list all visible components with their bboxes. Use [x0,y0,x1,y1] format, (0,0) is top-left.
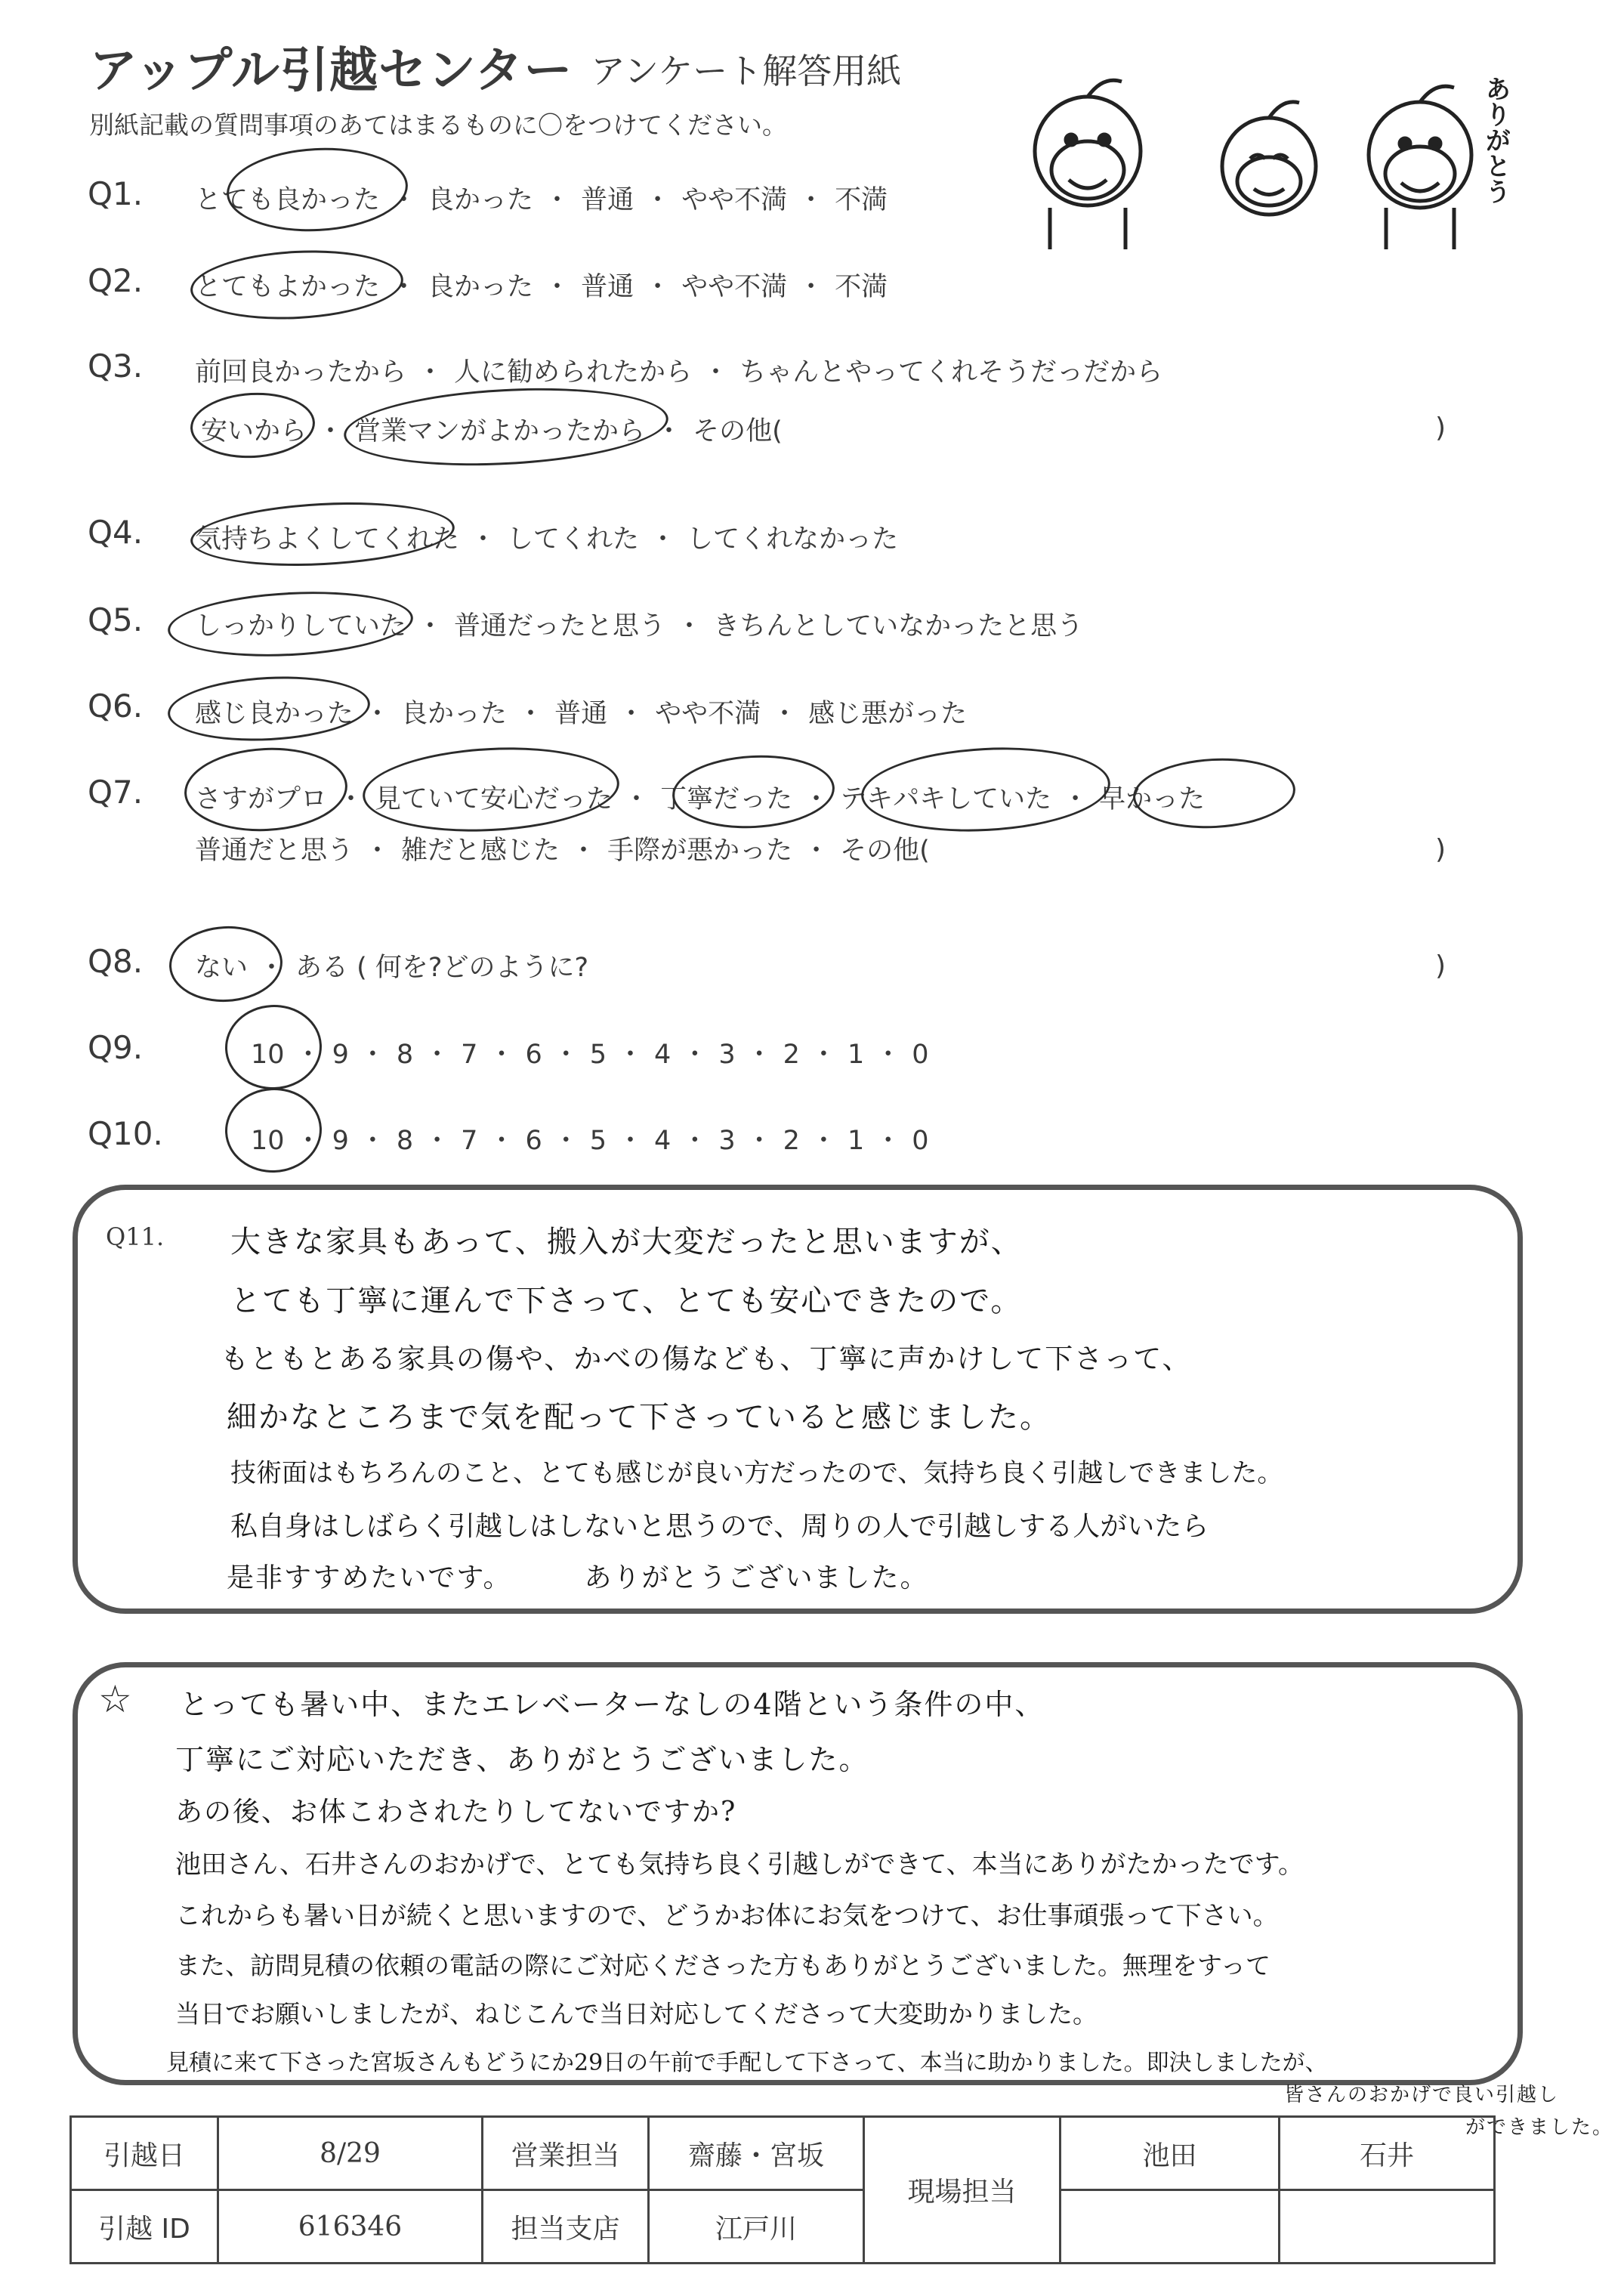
q9-score-1[interactable]: 1 [847,1040,865,1070]
q3-option-5[interactable]: 営業マンがよかったから [354,416,646,447]
move-id-label: 引越 ID [71,2190,218,2264]
q7-label: Q7. [88,774,144,811]
q3-option-6[interactable]: その他( [693,416,783,447]
q4-option-1[interactable]: 気持ちよくしてくれた [195,524,460,555]
q3-option-1[interactable]: 前回良かったから [195,357,407,388]
q4-label: Q4. [88,514,144,551]
q10-score-3[interactable]: 3 [718,1126,736,1156]
q1-option-4[interactable]: やや不満 [681,185,788,215]
q7-answer-circle-3 [671,751,837,832]
q10-score-1[interactable]: 1 [847,1126,865,1156]
q9-score-6[interactable]: 6 [525,1040,542,1070]
q10-label: Q10. [88,1115,163,1152]
q8-answer-circle [167,923,284,1005]
branch-label: 担当支店 [483,2190,649,2264]
reply-line-3: あの後、お体こわされたりしてないですか? [175,1797,737,1828]
q8-option-1[interactable]: ない [195,953,249,983]
q1-label: Q1. [88,175,144,212]
mascot-illustration [997,45,1541,249]
q7-options-line1: さすがプロ ・ 見ていて安心だった ・ 丁寧だった ・ テキパキしていた ・ 早かった [195,778,1205,816]
q10-score-4[interactable]: 4 [654,1126,672,1156]
q4-answer-circle [189,496,456,572]
q11-label: Q11. [106,1222,165,1251]
q6-label: Q6. [88,688,144,725]
site-staff-1: 池田 [1061,2117,1280,2190]
q5-label: Q5. [88,601,144,638]
reply-line-2: 丁寧にご対応いただき、ありがとうございました。 [175,1743,869,1776]
q7-option-2[interactable]: 見ていて安心だった [375,784,613,814]
q2-option-2[interactable]: 良かった [428,272,534,302]
q2-option-1[interactable]: とてもよかった [195,272,381,302]
sales-staff-label: 営業担当 [483,2117,649,2190]
q1-options: とても良かった ・ 良かった ・ 普通 ・ やや不満 ・ 不満 [195,179,888,217]
q6-option-1[interactable]: 感じ良かった [195,699,354,729]
q3-options-line2: 安いから ・ 営業マンがよかったから ・ その他( [201,410,783,448]
reply-line-5: これからも暑い日が続くと思いますので、どうかお体にお気をつけて、お仕事頑張って下さい。 [175,1901,1279,1931]
site-staff-label: 現場担当 [864,2117,1061,2264]
reply-line-4: 池田さん、石井さんのおかげで、とても気持ち良く引越しができて、本当にありがたかったです。 [175,1850,1304,1880]
q9-score-10[interactable]: 10 [251,1040,285,1070]
q6-options: 感じ良かった ・ 良かった ・ 普通 ・ やや不満 ・ 感じ悪がった [195,693,967,731]
q9-score-0[interactable]: 0 [912,1040,929,1070]
footer-info-table [69,2115,1496,2264]
q2-label: Q2. [88,262,144,299]
q7-close-paren: ) [1435,834,1446,865]
q5-option-3[interactable]: きちんとしていなかったと思う [713,611,1084,641]
q9-answer-circle [223,1003,324,1092]
q9-scale: 10 ・ 9 ・ 8 ・ 7 ・ 6 ・ 5 ・ 4 ・ 3 ・ 2 ・ 1 ・ 0 [251,1040,929,1070]
q1-option-5[interactable]: 不満 [835,185,888,215]
q2-answer-circle [189,246,405,325]
q7-answer-circle-5 [1132,754,1298,832]
q9-score-8[interactable]: 8 [396,1040,414,1070]
move-date-value: 8/29 [218,2117,483,2190]
branch-value: 江戸川 [649,2190,864,2264]
q6-option-3[interactable]: 普通 [554,699,608,729]
q6-option-5[interactable]: 感じ悪がった [808,699,968,729]
reply-line-6: また、訪問見積の依頼の電話の際にご対応くださった方もありがとうございました。無理をすって [175,1951,1271,1980]
q5-option-1[interactable]: しっかりしていた [195,611,407,641]
q11-line-4: 細かなところまで気を配って下さっていると感じました。 [227,1400,1051,1435]
q10-score-6[interactable]: 6 [525,1126,542,1156]
move-date-label: 引越日 [71,2117,218,2190]
q10-answer-circle [223,1086,324,1176]
site-staff-4-empty [1280,2190,1495,2264]
q11-line-5: 技術面はもちろんのこと、とても感じが良い方だったので、気持ち良く引越しできました。 [230,1458,1283,1488]
q10-score-8[interactable]: 8 [396,1126,414,1156]
q5-option-2[interactable]: 普通だったと思う [454,611,666,641]
q3-close-paren: ) [1435,413,1446,443]
reply-overflow-2: ができました。 [1465,2116,1614,2139]
q7-option-9[interactable]: その他( [840,836,930,866]
star-icon: ☆ [98,1677,132,1721]
mascot-thanks-text: ありがとう [1480,76,1511,204]
form-subtitle: アンケート解答用紙 [591,51,902,91]
q9-score-4[interactable]: 4 [654,1040,672,1070]
site-staff-3-empty [1061,2190,1280,2264]
q3-option-2[interactable]: 人に勧められたから [454,357,693,388]
q7-option-7[interactable]: 雑だと感じた [401,836,560,866]
q7-options-line2: 普通だと思う ・ 雑だと感じた ・ 手際が悪かった ・ その他( [195,830,930,867]
reply-line-1: とっても暑い中、またエレベーターなしの4階という条件の中、 [180,1688,1045,1721]
q4-option-2[interactable]: してくれた [507,524,640,555]
q4-options: 気持ちよくしてくれた ・ してくれた ・ してくれなかった [195,518,898,556]
q2-options: とてもよかった ・ 良かった ・ 普通 ・ やや不満 ・ 不満 [195,266,888,304]
q1-option-3[interactable]: 普通 [581,185,634,215]
q3-option-3[interactable]: ちゃんとやってくれそうだっだから [739,357,1163,388]
q3-label: Q3. [88,348,144,385]
q10-score-5[interactable]: 5 [589,1126,607,1156]
sales-staff-value: 齋藤・宮坂 [649,2117,864,2190]
q10-score-9[interactable]: 9 [332,1126,349,1156]
q8-option-2[interactable]: ある ( 何を?どのように? [295,953,589,983]
q10-scale: 10 ・ 9 ・ 8 ・ 7 ・ 6 ・ 5 ・ 4 ・ 3 ・ 2 ・ 1 ・ 0 [251,1126,929,1156]
q7-option-1[interactable]: さすがプロ [195,784,328,814]
q3-answer-circle-1 [189,390,316,462]
q4-option-3[interactable]: してくれなかった [687,524,899,555]
q11-line-7: 是非すすめたいです。 ありがとうございました。 [227,1562,929,1593]
q3-answer-circle-2 [342,381,671,473]
q7-option-3[interactable]: 丁寧だった [660,784,793,814]
q7-answer-circle-1 [182,743,349,835]
q6-option-2[interactable]: 良かった [401,699,508,729]
q11-line-6: 私自身はしばらく引越しはしないと思うので、周りの人で引越しする人がいたら [230,1511,1209,1542]
q5-answer-circle [166,586,415,663]
q2-option-5[interactable]: 不満 [835,272,888,302]
form-title: アップル引越センター [89,43,573,99]
q9-score-7[interactable]: 7 [461,1040,478,1070]
mascot-monkey-left [1035,80,1141,249]
q2-option-4[interactable]: やや不満 [681,272,788,302]
mascot-monkey-center [1222,102,1316,215]
q8-options: ない ・ ある ( 何を?どのように? [195,947,588,984]
q11-line-3: もともとある家具の傷や、かべの傷なども、丁寧に声かけして下さって、 [221,1343,1192,1375]
q2-option-3[interactable]: 普通 [581,272,634,302]
q7-option-5[interactable]: 早かった [1099,784,1206,814]
q3-options-line1: 前回良かったから ・ 人に勧められたから ・ ちゃんとやってくれそうだっだから [195,351,1162,389]
q8-label: Q8. [88,943,144,980]
q10-score-10[interactable]: 10 [251,1126,285,1156]
q7-answer-circle-2 [360,741,621,838]
q5-options: しっかりしていた ・ 普通だったと思う ・ きちんとしていなかったと思う [195,605,1083,643]
site-staff-2: 石井 [1280,2117,1495,2190]
q1-answer-circle [224,144,409,236]
q9-score-2[interactable]: 2 [783,1040,800,1070]
q9-score-3[interactable]: 3 [718,1040,736,1070]
q6-answer-circle [166,672,372,746]
q7-option-4[interactable]: テキパキしていた [840,784,1052,814]
reply-line-8: 見積に来て下さった宮坂さんもどうにか29日の午前で手配して下さって、本当に助かりました。即決しましたが、 [166,2050,1328,2076]
q3-option-4[interactable]: 安いから [201,416,307,447]
q7-answer-circle-4 [859,741,1112,837]
q10-score-2[interactable]: 2 [783,1126,800,1156]
mascot-monkey-right [1369,86,1471,249]
q1-option-1[interactable]: とても良かった [195,185,381,215]
q7-option-6[interactable]: 普通だと思う [195,836,354,866]
q11-line-1: 大きな家具もあって、搬入が大変だったと思いますが、 [230,1225,1023,1259]
q8-close-paren: ) [1435,950,1446,981]
q7-option-8[interactable]: 手際が悪かった [607,836,793,866]
q1-option-2[interactable]: 良かった [428,185,534,215]
q9-label: Q9. [88,1029,144,1066]
q10-score-0[interactable]: 0 [912,1126,929,1156]
move-id-value: 616346 [218,2190,483,2264]
form-instruction: 別紙記載の質問事項のあてはまるものに〇をつけてください。 [89,110,787,140]
reply-overflow-1: 皆さんのおかげで良い引越し [1284,2084,1560,2106]
q6-option-4[interactable]: やや不満 [655,699,761,729]
q11-line-2: とても丁寧に運んで下さって、とても安心できたので。 [230,1284,1023,1318]
reply-line-7: 当日でお願いしましたが、ねじこんで当日対応してくださって大変助かりました。 [175,1999,1098,2029]
q10-score-7[interactable]: 7 [461,1126,478,1156]
q9-score-9[interactable]: 9 [332,1040,349,1070]
q9-score-5[interactable]: 5 [589,1040,607,1070]
